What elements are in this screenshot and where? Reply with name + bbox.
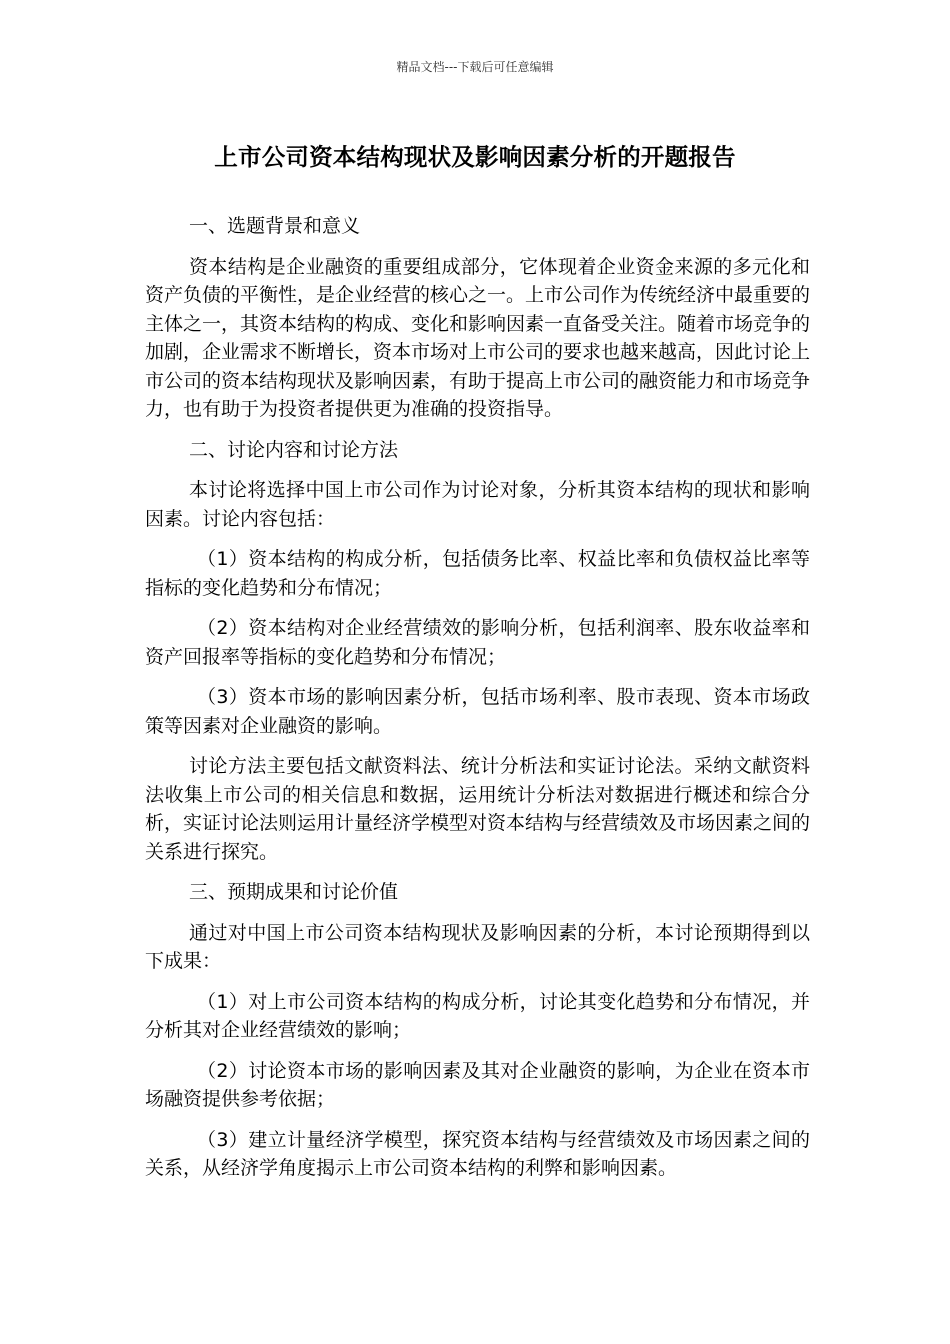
section-heading-2: 二、讨论内容和讨论方法 (189, 438, 399, 461)
paragraph-outcomes-intro: 通过对中国上市公司资本结构现状及影响因素的分析，本讨论预期得到以下成果： (145, 921, 810, 972)
page-header: 精品文档---下载后可任意编辑 (396, 60, 554, 74)
list-item-outcome-2: （2）讨论资本市场的影响因素及其对企业融资的影响，为企业在资本市场融资提供参考依据； (145, 1059, 810, 1110)
list-item-content-3: （3）资本市场的影响因素分析，包括市场利率、股市表现、资本市场政策等因素对企业融资的影响。 (145, 686, 810, 737)
paragraph-research-intro: 本讨论将选择中国上市公司作为讨论对象，分析其资本结构的现状和影响因素。讨论内容包括： (145, 479, 810, 530)
section-heading-3: 三、预期成果和讨论价值 (189, 881, 399, 903)
document-body (145, 212, 810, 1195)
list-item-outcome-1: （1）对上市公司资本结构的构成分析，讨论其变化趋势和分布情况，并分析其对企业经营绩效的影响； (145, 990, 810, 1041)
list-item-outcome-3: （3）建立计量经济学模型，探究资本结构与经营绩效及市场因素之间的关系，从经济学角度揭示上市公司资本结构的利弊和影响因素。 (145, 1128, 810, 1179)
list-item-content-2: （2）资本结构对企业经营绩效的影响分析，包括利润率、股东收益率和资产回报率等指标的变化趋势和分布情况； (145, 617, 810, 668)
paragraph-methods: 讨论方法主要包括文献资料法、统计分析法和实证讨论法。采纳文献资料法收集上市公司的相关信息和数据，运用统计分析法对数据进行概述和综合分析，实证讨论法则运用计量经济学模型对资本结构与经营绩效及市场因素之间的关系进行探究。 (145, 755, 811, 863)
document-title: 上市公司资本结构现状及影响因素分析的开题报告 (214, 143, 736, 171)
paragraph-background: 资本结构是企业融资的重要组成部分，它体现着企业资金来源的多元化和资产负债的平衡性，是企业经营的核心之一。上市公司作为传统经济中最重要的主体之一，其资本结构的构成、变化和影响因素一直备受关注。随着市场竞争的加剧，企业需求不断增长，资本市场对上市公司的要求也越来越高，因此讨论上市公司的资本结构现状及影响因素，有助于提高上市公司的融资能力和市场竞争力，也有助于为投资者提供更为准确的投资指导。 (145, 255, 811, 420)
list-item-content-1: （1）资本结构的构成分析，包括债务比率、权益比率和负债权益比率等指标的变化趋势和分布情况； (145, 548, 810, 599)
section-heading-1: 一、选题背景和意义 (189, 215, 361, 237)
